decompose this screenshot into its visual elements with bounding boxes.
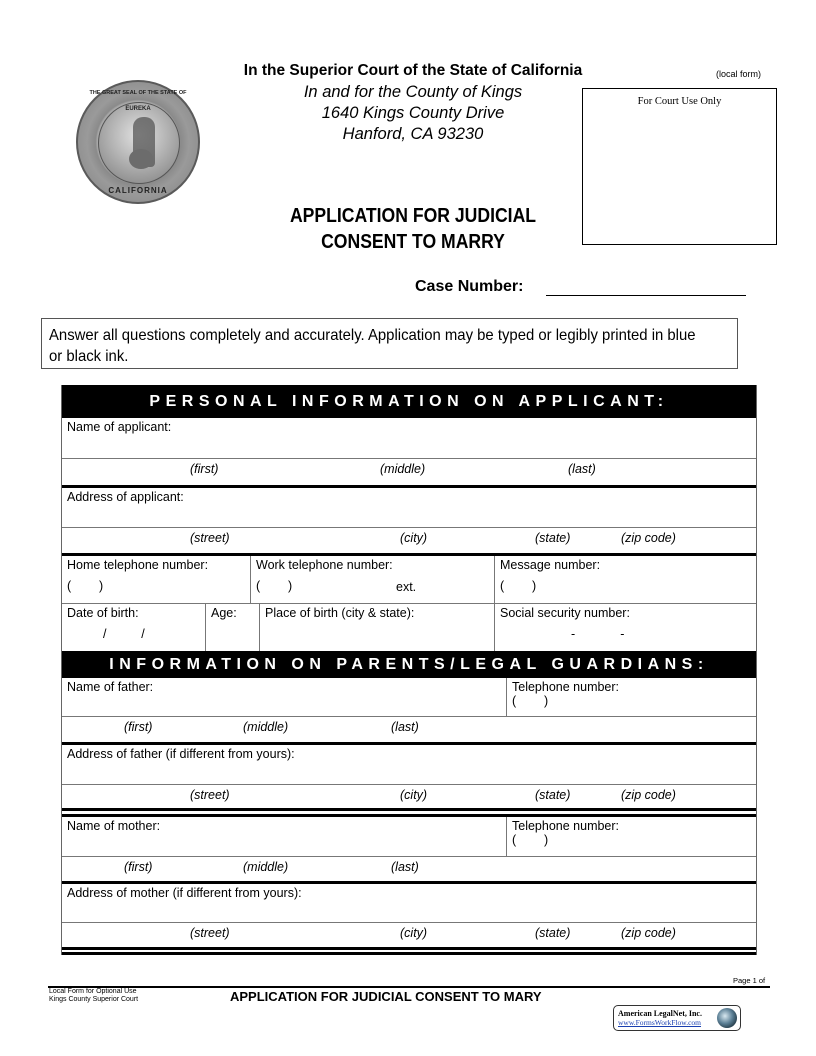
name-part-middle: (middle) [380,462,426,476]
vendor-badge[interactable] [613,1005,741,1031]
court-use-label: For Court Use Only [637,96,722,107]
instructions-line-2: or black ink. [49,348,129,365]
mother-phone-label: Telephone number: [512,819,620,833]
footer-small-line-2: Kings County Superior Court [49,996,139,1003]
birth-info-row [62,604,756,651]
globe-logo-icon [717,1008,737,1028]
title-line-2: CONSENT TO MARRY [321,231,505,253]
vendor-name: American LegalNet, Inc. [618,1009,702,1018]
name-part-first: (first) [190,462,219,476]
address-part-city: (city) [400,531,428,545]
case-number-label: Case Number: [415,278,524,295]
applicant-address-parts-row [62,528,756,556]
application-form [61,385,757,955]
mother-address-field[interactable] [62,884,756,922]
mother-phone-value: ( ) [512,833,549,847]
applicant-name-field[interactable] [62,418,756,458]
mother-name-parts-row [62,857,756,884]
father-name-part-middle: (middle) [243,720,289,734]
name-part-last: (last) [568,462,596,476]
address-part-state: (state) [535,531,571,545]
father-address-part-zip: (zip code) [621,788,676,802]
seal-center-image [98,102,180,184]
section-header-parents: INFORMATION ON PARENTS/LEGAL GUARDIANS: [62,651,756,678]
father-address-parts-row [62,785,756,811]
applicant-address-label: Address of applicant: [67,490,184,504]
title-line-1: APPLICATION FOR JUDICIAL [289,205,537,227]
father-name-label: Name of father: [67,680,154,694]
work-phone-value: ( ) [256,579,293,593]
father-name-parts-row [62,717,756,745]
mother-address-part-zip: (zip code) [621,926,676,940]
phone-row [62,556,756,604]
instructions-line-1: Answer all questions completely and accurately. Application may be typed or legibly printed in blue [49,327,696,344]
work-phone-field[interactable] [250,556,494,603]
message-number-value: ( ) [500,579,537,593]
mother-name-part-first: (first) [124,860,153,874]
father-address-row [62,745,756,785]
ssn-label: Social security number: [500,606,630,620]
work-ext-label: ext. [396,580,417,594]
mother-address-part-street: (street) [190,926,230,940]
age-label: Age: [211,606,237,620]
court-address [232,82,594,145]
applicant-address-row [62,488,756,528]
city-state-zip: Hanford, CA 93230 [342,125,484,143]
father-address-field[interactable] [62,745,756,784]
place-of-birth-label: Place of birth (city & state): [265,606,415,620]
seal-top-text: THE GREAT SEAL OF THE STATE OF [89,90,187,96]
county-line: In and for the County of Kings [303,83,523,101]
applicant-name-label: Name of applicant: [67,420,172,434]
court-use-only-box [582,88,777,245]
mother-name-part-last: (last) [391,860,419,874]
date-of-birth-value: / / [103,627,145,641]
local-form-note: (local form) [716,69,762,79]
father-name-row [62,678,756,717]
father-name-field[interactable] [62,678,506,716]
mother-address-label: Address of mother (if different from yours): [67,886,302,900]
shield-icon [129,149,153,169]
mother-address-row [62,884,756,923]
address-part-zip: (zip code) [621,531,676,545]
father-address-part-street: (street) [190,788,230,802]
footer-form-info [49,988,138,1004]
place-of-birth-field[interactable] [259,604,494,651]
father-address-part-city: (city) [400,788,428,802]
mother-address-part-city: (city) [400,926,428,940]
home-phone-value: ( ) [67,579,104,593]
ssn-value: - - [571,627,625,641]
message-number-field[interactable] [494,556,756,603]
address-part-street: (street) [190,531,230,545]
california-seal-icon [76,80,200,204]
footer-title: APPLICATION FOR JUDICIAL CONSENT TO MARY [230,989,542,1004]
work-phone-label: Work telephone number: [256,558,393,572]
closing-rule-2 [62,952,756,955]
court-name: In the Superior Court of the State of California [243,62,583,79]
father-name-part-first: (first) [124,720,153,734]
section-header-applicant: PERSONAL INFORMATION ON APPLICANT: [62,385,756,418]
mother-address-parts-row [62,923,756,947]
applicant-name-row [62,418,756,459]
page-number: Page 1 of [733,976,766,985]
father-name-part-last: (last) [391,720,419,734]
father-phone-field[interactable] [506,678,756,716]
father-phone-value: ( ) [512,694,549,708]
street-address: 1640 Kings County Drive [321,104,505,122]
footer-small-line-1: Local Form for Optional Use [49,988,137,995]
vendor-url-link[interactable]: www.FormsWorkFlow.com [618,1018,702,1027]
mother-name-field[interactable] [62,817,506,856]
applicant-address-field[interactable] [62,488,756,527]
date-of-birth-label: Date of birth: [67,606,139,620]
mother-name-row [62,817,756,857]
mother-address-part-state: (state) [535,926,571,940]
case-number-field[interactable] [546,294,746,296]
home-phone-field[interactable] [62,556,250,603]
message-number-label: Message number: [500,558,601,572]
date-of-birth-field[interactable] [62,604,205,651]
father-address-part-state: (state) [535,788,571,802]
seal-motto: EUREKA [125,106,151,112]
page-title [254,203,573,255]
instructions-box [41,318,738,369]
mother-name-label: Name of mother: [67,819,161,833]
age-field[interactable] [205,604,259,651]
home-phone-label: Home telephone number: [67,558,209,572]
mother-phone-field[interactable] [506,817,756,856]
father-address-label: Address of father (if different from yours): [67,747,295,761]
seal-bottom-text: CALIFORNIA [108,186,168,195]
mother-name-part-middle: (middle) [243,860,289,874]
father-phone-label: Telephone number: [512,680,620,694]
footer-divider-right [228,986,770,988]
ssn-field[interactable] [494,604,756,651]
applicant-name-parts-row [62,459,756,488]
